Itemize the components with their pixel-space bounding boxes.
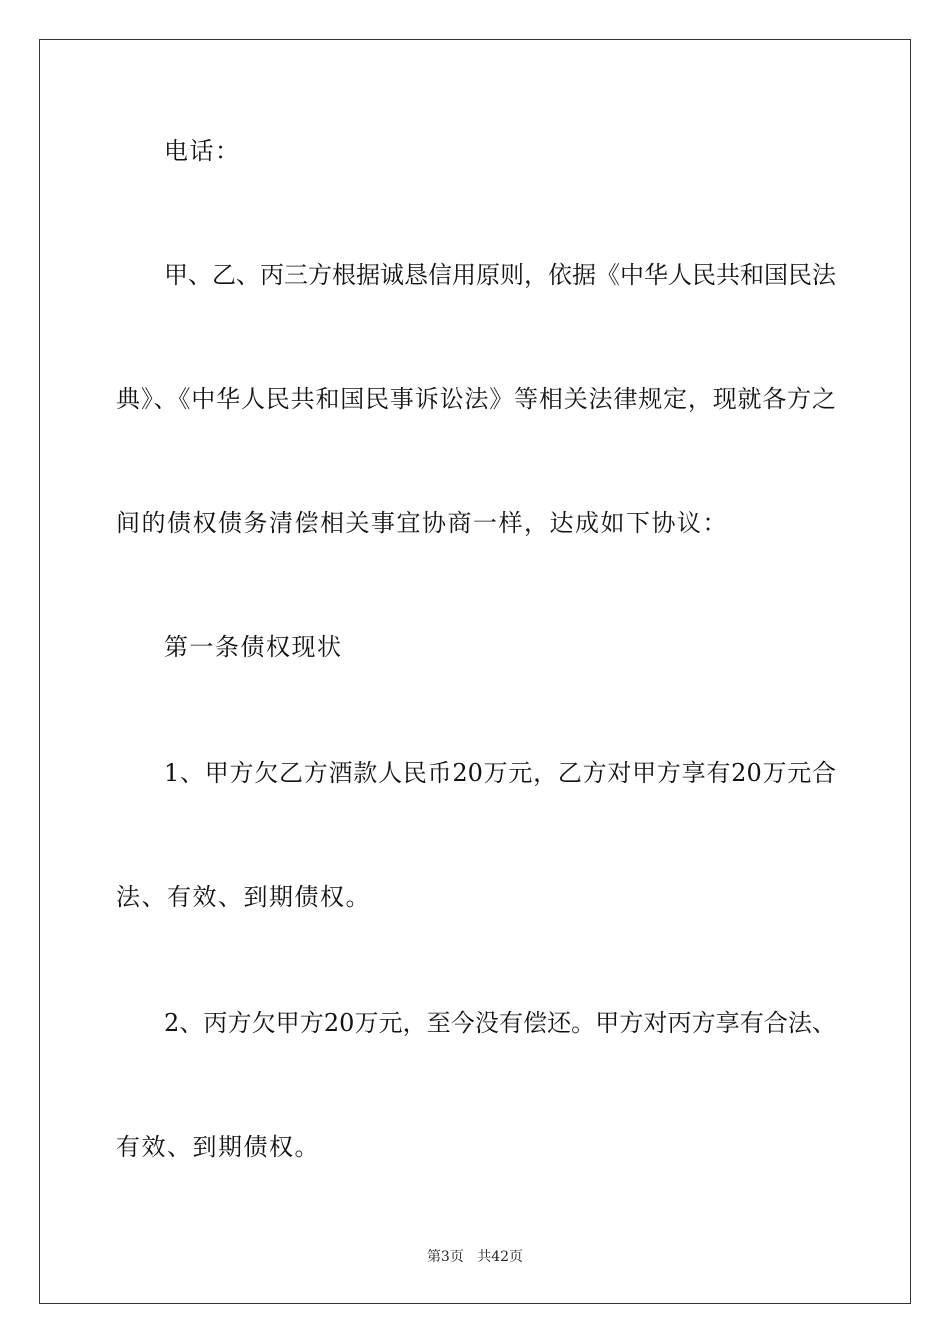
page-number: 第3页	[426, 1249, 464, 1265]
page-total: 共42页	[477, 1249, 524, 1265]
paragraph-line: 2、丙方欠甲方20万元，至今没有偿还。甲方对丙方享有合法、	[164, 1009, 836, 1037]
paragraph-line: 甲、乙、丙三方根据诚恳信用原则，依据《中华人民共和国民法	[164, 261, 836, 289]
section-heading: 第一条债权现状	[164, 633, 343, 661]
paragraph-line: 间的债权债务清偿相关事宜协商一样，达成如下协议：	[116, 509, 728, 537]
paragraph-line: 典》、《中华人民共和国民事诉讼法》等相关法律规定，现就各方之	[116, 385, 836, 413]
page-frame	[39, 39, 911, 1304]
paragraph-line: 1、甲方欠乙方酒款人民币20万元，乙方对甲方享有20万元合	[164, 759, 836, 787]
paragraph-line: 法、有效、到期债权。	[116, 883, 371, 911]
page-footer	[0, 1248, 950, 1266]
phone-label: 电话：	[164, 137, 241, 165]
paragraph-line: 有效、到期债权。	[116, 1133, 320, 1161]
